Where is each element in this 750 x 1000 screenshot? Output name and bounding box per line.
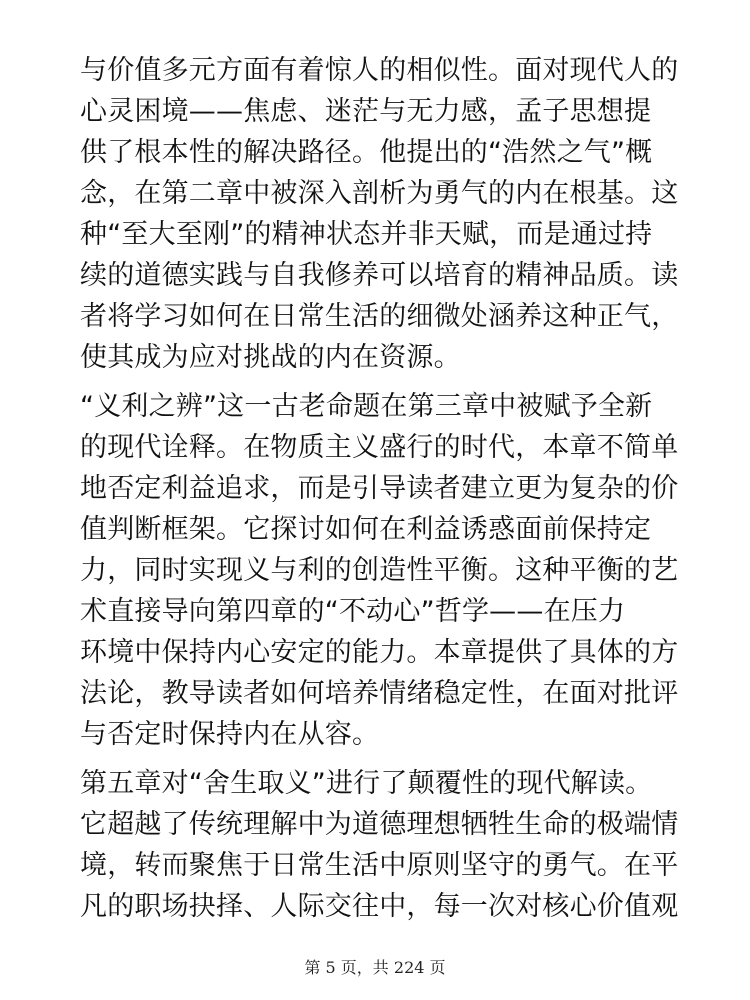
text-line: 术直接导向第四章的“不动心”哲学——在压力 [80, 596, 626, 627]
text-line: 值判断框架。它探讨如何在利益诱惑面前保持定 [80, 514, 652, 545]
text-line: 心灵困境——焦虑、迷茫与无力感，孟子思想提 [80, 96, 652, 127]
text-line: 种“至大至刚”的精神状态并非天赋，而是通过持 [80, 219, 653, 250]
text-line: 地否定利益追求，而是引导读者建立更为复杂的价 [80, 473, 679, 504]
text-line: 第五章对“舍生取义”进行了颠覆性的现代解读。 [80, 768, 653, 799]
body-text [80, 50, 690, 935]
text-line: 它超越了传统理解中为道德理想牺牲生命的极端情 [80, 809, 679, 840]
paragraph [80, 50, 690, 378]
text-line: 念，在第二章中被深入剖析为勇气的内在根基。这 [80, 178, 679, 209]
paragraph [80, 386, 690, 755]
text-line: 凡的职场抉择、人际交往中，每一次对核心价值观 [80, 891, 679, 922]
text-line: 环境中保持内心安定的能力。本章提供了具体的方 [80, 637, 679, 668]
text-line: 的现代诠释。在物质主义盛行的时代，本章不简单 [80, 432, 679, 463]
text-line: “义利之辨”这一古老命题在第三章中被赋予全新 [80, 391, 653, 422]
text-line: 供了根本性的解决路径。他提出的“浩然之气”概 [80, 137, 653, 168]
text-line: 力，同时实现义与利的创造性平衡。这种平衡的艺 [80, 555, 679, 586]
text-line: 使其成为应对挑战的内在资源。 [80, 342, 461, 373]
text-line: 者将学习如何在日常生活的细微处涵养这种正气， [80, 301, 679, 332]
paragraph [80, 763, 690, 927]
text-line: 与否定时保持内在从容。 [80, 719, 380, 750]
text-line: 续的道德实践与自我修养可以培育的精神品质。读 [80, 260, 679, 291]
text-line: 与价值多元方面有着惊人的相似性。面对现代人的 [80, 55, 679, 86]
page-number-footer: 第 5 页，共 224 页 [304, 958, 446, 977]
text-line: 境，转而聚焦于日常生活中原则坚守的勇气。在平 [80, 850, 679, 881]
text-line: 法论，教导读者如何培养情绪稳定性，在面对批评 [80, 678, 679, 709]
